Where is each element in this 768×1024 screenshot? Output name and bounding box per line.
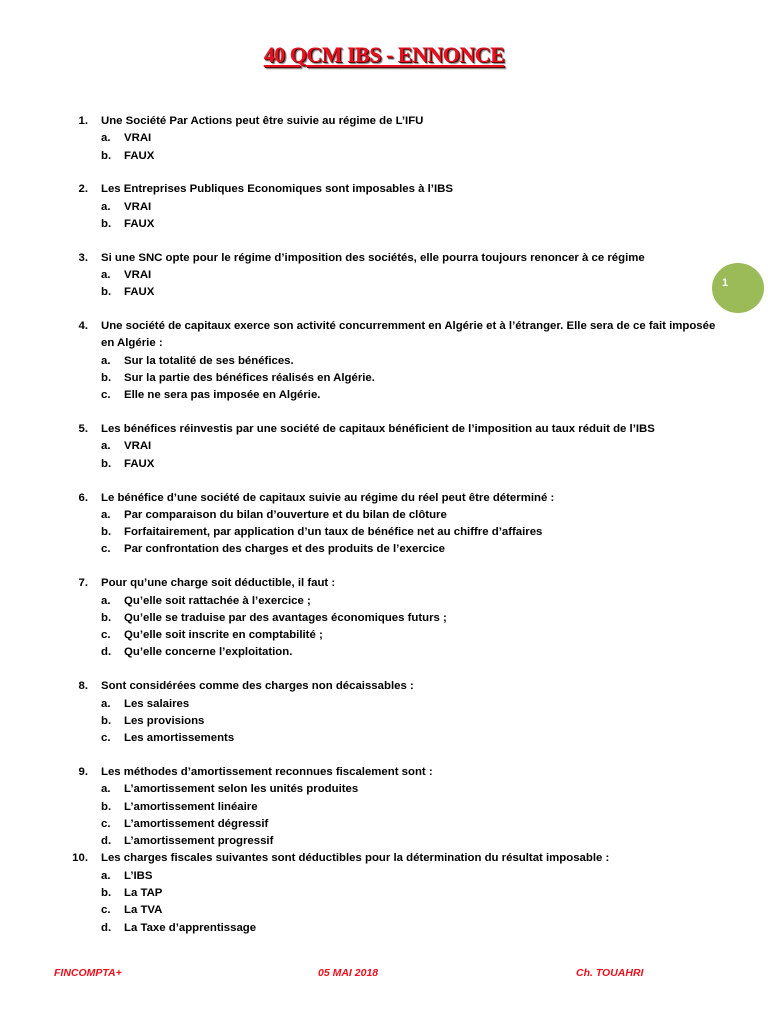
question-stem [0,113,768,130]
option-letter: a. [101,132,111,145]
question-text: Une Société Par Actions peut être suivie au régime de L’IFU [101,115,424,127]
page-number: 1 [722,277,729,289]
option-letter: d. [101,646,112,659]
answer-option [0,781,768,798]
question-item [0,250,768,302]
option-text: FAUX [124,457,155,470]
question-stem [0,250,768,267]
question-list [0,113,768,953]
option-letter: b. [101,886,112,899]
option-text: L’amortissement dégressif [124,817,269,830]
answer-option [0,507,768,524]
option-text: FAUX [124,286,155,299]
question-text: Les bénéfices réinvestis par une société de capitaux bénéficient de l’imposition au taux réduit de l’IBS [101,423,655,436]
question-text: Les méthodes d’amortissement reconnues fiscalement sont : [101,765,433,778]
answer-option [0,267,768,284]
answer-option [0,696,768,713]
answer-option [0,148,768,165]
option-text: Qu’elle concerne l’exploitation. [124,646,293,659]
option-letter: b. [101,286,112,299]
answer-option [0,920,768,937]
answer-option [0,833,768,850]
question-item [0,113,768,165]
answer-option [0,199,768,216]
answer-option [0,713,768,730]
question-stem [0,850,768,867]
question-item [0,850,768,936]
question-text: Les charges fiscales suivantes sont déductibles pour la détermination du résultat imposable : [101,852,610,865]
option-text: Qu’elle se traduise par des avantages économiques futurs ; [124,611,447,624]
option-text: Elle ne sera pas imposée en Algérie. [124,389,321,402]
question-item [0,490,768,559]
question-number: 5. [78,423,88,436]
question-stem [0,575,768,592]
answer-option [0,541,768,558]
answer-option [0,644,768,661]
option-letter: c. [101,543,111,556]
option-letter: c. [101,904,111,917]
option-letter: b. [101,372,112,385]
question-text: en Algérie : [101,337,163,350]
option-text: VRAI [124,269,152,282]
option-letter: a. [101,697,111,710]
option-text: Les salaires [124,697,190,710]
option-letter: a. [101,783,111,796]
question-number: 10. [72,852,88,865]
option-text: Par comparaison du bilan d’ouverture et du bilan de clôture [124,508,447,521]
answer-option [0,868,768,885]
question-number: 3. [78,251,88,264]
answer-option [0,816,768,833]
question-stem [0,678,768,695]
option-letter: a. [101,354,111,367]
option-letter: b. [101,714,112,727]
option-text: La Taxe d’apprentissage [124,921,257,934]
option-letter: b. [101,526,112,539]
option-text: La TVA [124,904,163,917]
option-letter: d. [101,835,112,848]
option-letter: a. [101,508,111,521]
question-stem [0,764,768,781]
footer-left: FINCOMPTA+ [54,967,122,979]
option-text: VRAI [124,440,152,453]
answer-option [0,627,768,644]
answer-option [0,370,768,387]
question-stem [0,490,768,507]
option-text: FAUX [124,149,155,162]
question-stem [0,421,768,438]
answer-option [0,902,768,919]
option-letter: a. [101,594,111,607]
answer-option [0,730,768,747]
footer-author: Ch. TOUAHRI [576,967,644,979]
question-item [0,421,768,473]
answer-option [0,130,768,147]
question-number: 1. [78,115,88,127]
option-text: L’amortissement progressif [124,835,274,848]
answer-option [0,353,768,370]
option-letter: b. [101,457,112,470]
option-text: L’amortissement selon les unités produites [124,783,359,796]
option-text: FAUX [124,217,155,230]
answer-option [0,610,768,627]
option-text: VRAI [124,132,152,145]
answer-option [0,593,768,610]
answer-option [0,885,768,902]
option-letter: a. [101,269,111,282]
option-letter: c. [101,732,111,745]
question-text: Les Entreprises Publiques Economiques sont imposables à l’IBS [101,183,453,196]
option-text: L’IBS [124,869,153,882]
option-text: L’amortissement linéaire [124,800,258,813]
question-stem-continuation [0,335,768,352]
answer-option [0,456,768,473]
option-letter: d. [101,921,112,934]
question-item [0,678,768,747]
option-text: Qu’elle soit inscrite en comptabilité ; [124,629,323,642]
footer-date: 05 MAI 2018 [318,967,379,979]
question-number: 4. [78,320,88,333]
option-text: Les amortissements [124,732,235,745]
option-letter: c. [101,389,111,402]
question-number: 8. [78,680,88,693]
question-text: Pour qu’une charge soit déductible, il faut : [101,577,336,590]
answer-option [0,387,768,404]
answer-option [0,438,768,455]
question-text: Sont considérées comme des charges non décaissables : [101,680,414,693]
question-item [0,764,768,850]
question-number: 2. [78,183,88,196]
question-item [0,318,768,404]
option-letter: a. [101,869,111,882]
answer-option [0,216,768,233]
option-letter: b. [101,800,112,813]
option-text: Qu’elle soit rattachée à l’exercice ; [124,594,311,607]
question-item [0,181,768,233]
question-item [0,575,768,661]
option-text: Les provisions [124,714,205,727]
option-text: Forfaitairement, par application d’un taux de bénéfice net au chiffre d’affaires [124,526,543,539]
option-text: Sur la totalité de ses bénéfices. [124,354,294,367]
option-letter: c. [101,629,111,642]
option-text: Sur la partie des bénéfices réalisés en Algérie. [124,372,375,385]
option-letter: c. [101,817,111,830]
document-title: 40 QCM IBS - ENNONCE [263,42,505,67]
question-text: Le bénéfice d’une société de capitaux suivie au régime du réel peut être déterminé : [101,491,555,504]
option-letter: b. [101,611,112,624]
option-text: VRAI [124,200,152,213]
answer-option [0,799,768,816]
question-text: Une société de capitaux exerce son activité concurremment en Algérie et à l’étranger. Elle sera de ce fait imposée [101,320,716,333]
option-letter: a. [101,440,111,453]
answer-option [0,284,768,301]
option-text: Par confrontation des charges et des produits de l’exercice [124,543,445,556]
answer-option [0,524,768,541]
question-number: 7. [78,577,88,590]
page-footer [0,967,768,983]
question-stem [0,181,768,198]
question-number: 9. [78,765,88,778]
option-letter: b. [101,149,112,162]
option-letter: a. [101,200,111,213]
question-stem [0,318,768,335]
option-text: La TAP [124,886,163,899]
question-number: 6. [78,491,88,504]
option-letter: b. [101,217,112,230]
question-text: Si une SNC opte pour le régime d’imposition des sociétés, elle pourra toujours renoncer à ce régime [101,251,645,264]
